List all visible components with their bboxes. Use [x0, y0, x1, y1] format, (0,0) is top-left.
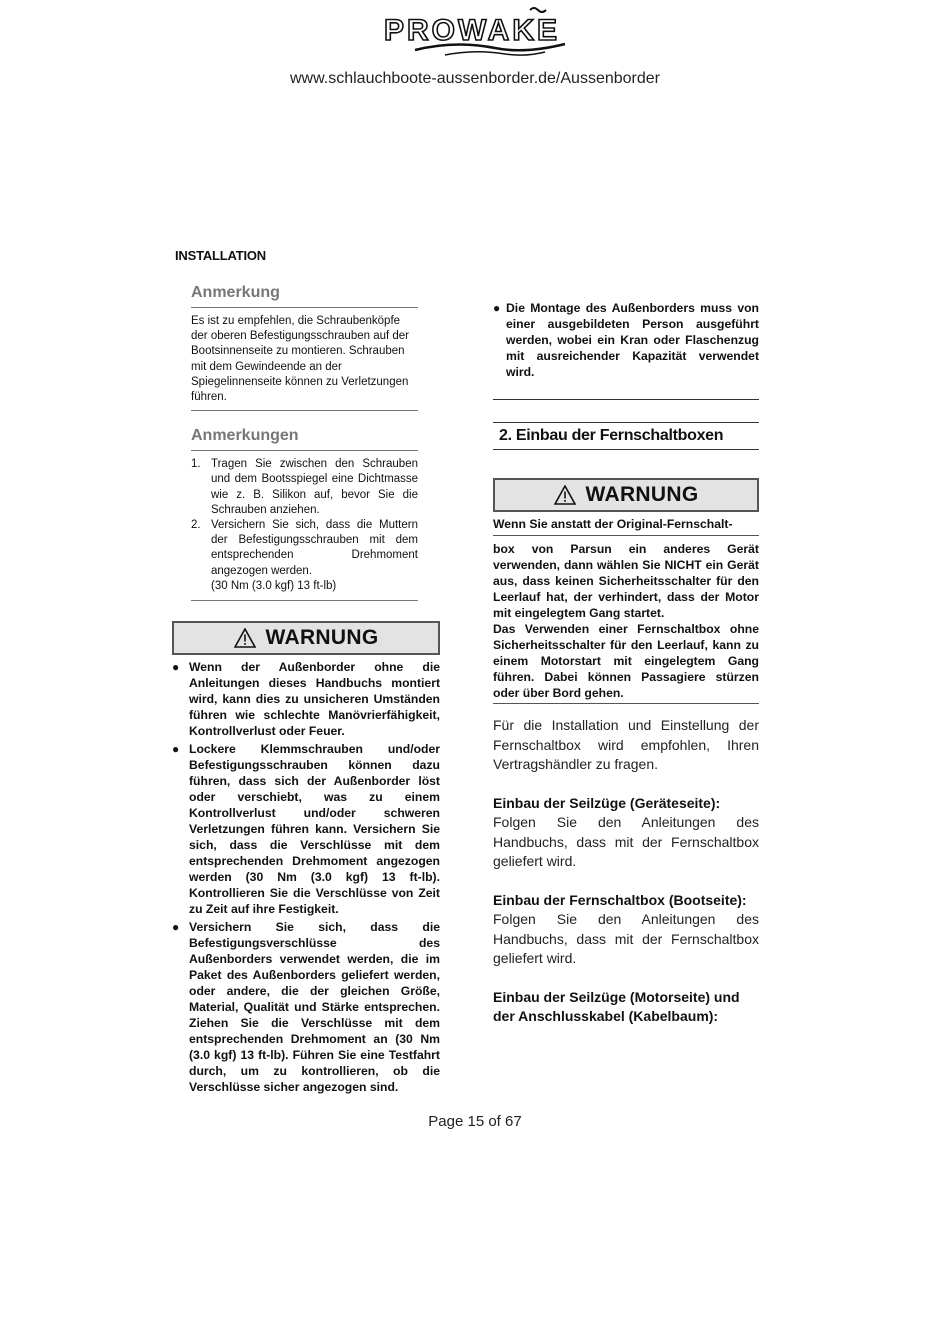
bullet-icon: ●: [172, 742, 180, 757]
list-text-main: Versichern Sie sich, dass die Muttern der Befestigungsschrauben mit dem entsprechenden Drehmoment angezogen werden.: [211, 519, 418, 577]
warning-first-line: Wenn Sie anstatt der Original-Fernschalt-: [493, 516, 759, 536]
bullet-text: Lockere Klemmschrauben und/oder Befestigungsschrauben können dazu führen, dass sich der Außenborder löst oder verschiebt, was zu einem Kontrollverlust und/oder schweren Verletzungen führen kann. Versichern Sie sich, dass die Verschlüsse mit dem entsprechenden Drehmoment angezogen werden (30 Nm (3.0 kgf) 13 ft-lb). Kontrollieren Sie die Verschlüsse von Zeit zu Zeit auf ihre Festigkeit.: [189, 742, 440, 917]
warning-paragraph: Das Verwenden einer Fernschaltbox ohne Sicherheitsschalter für den Leerlauf, kann zu einem Motorstart mit eingelegtem Gang führen. Dabei können Passagiere stürzen oder über Bord gehen.: [493, 621, 759, 704]
list-text: [211, 518, 418, 594]
prowake-logo: [355, 6, 590, 58]
list-item: [191, 518, 418, 594]
warning-triangle-icon: [554, 485, 576, 505]
bullet-icon: ●: [493, 301, 501, 315]
list-item: [191, 457, 418, 518]
warning-bullets: [172, 659, 440, 1095]
warning-box: [172, 621, 440, 655]
bullet-text: Wenn der Außenborder ohne die Anleitungen dieses Handbuchs montiert wird, kann dies zu unsicheren Umständen führen wie schlechte Manövrierfähigkeit, Kontrollverlust oder Feuer.: [189, 660, 440, 739]
torque-spec: (30 Nm (3.0 kgf) 13 ft-lb): [211, 579, 337, 592]
notes-title: Anmerkungen: [191, 427, 418, 451]
subsection-title: Einbau der Seilzüge (Motorseite) und der Anschlusskabel (Kabelbaum):: [493, 988, 740, 1024]
subsection-title: Einbau der Seilzüge (Geräteseite):: [493, 794, 721, 811]
left-column: [172, 284, 440, 1097]
section-label: INSTALLATION: [175, 248, 266, 263]
notes-list: [191, 457, 418, 601]
assembly-bullet: [493, 300, 759, 380]
subsection-text: Folgen Sie den Anleitungen des Handbuchs, dass mit der Fernschaltbox geliefert wird.: [493, 814, 759, 869]
list-item: [172, 919, 440, 1095]
list-item: [172, 741, 440, 917]
warning-label: WARNUNG: [265, 626, 379, 650]
header-url[interactable]: www.schlauchboote-aussenborder.de/Aussenborder: [289, 70, 660, 87]
list-item: [493, 300, 759, 380]
list-number: 2.: [191, 519, 201, 532]
warning-triangle-icon: [234, 628, 256, 648]
warning-paragraph: box von Parsun ein anderes Gerät verwenden, dann wählen Sie NICHT ein Gerät aus, dass keinen Sicherheitsschalter für den Leerlauf hat, der verhindert, dass der Motor mit eingelegtem Gang startet.: [493, 542, 759, 620]
intro-text: Für die Installation und Einstellung der Fernschaltbox wird empfohlen, Ihren Vertragshändler zu fragen.: [493, 717, 759, 772]
logo-wordmark: PROWAKE: [383, 14, 561, 47]
note-body: Es ist zu empfehlen, die Schraubenköpfe der oberen Befestigungsschrauben auf der Bootsinnenseite zu montieren. Schrauben mit dem Gewindeende an der Spiegelinnenseite können zu Verletzungen führen.: [191, 314, 418, 411]
bullet-text: Die Montage des Außenborders muss von einer ausgebildeten Person ausgeführt werden, wobei ein Kran oder Flaschenzug mit ausreichender Kapazität verwendet wird.: [506, 301, 759, 379]
page-number: Page 15 of 67: [428, 1113, 522, 1130]
subsection-text: Folgen Sie den Anleitungen des Handbuchs, dass mit der Fernschaltbox geliefert wird.: [493, 911, 759, 966]
warning-label: WARNUNG: [585, 483, 699, 506]
right-column: [493, 300, 759, 1027]
list-text: Tragen Sie zwischen den Schrauben und dem Bootsspiegel eine Dichtmasse wie z. B. Silikon auf, bevor Sie die Schrauben anziehen.: [211, 458, 418, 516]
list-number: 1.: [191, 458, 201, 471]
bullet-text: Versichern Sie sich, dass die Befestigungsverschlüsse des Außenborders verwendet werden, die im Paket des Außenborders geliefert werden, oder andere, die der gleichen Größe, Material, Qualität und Stärke entsprechen. Ziehen Sie die Verschlüsse mit dem entsprechenden Drehmoment an (30 Nm (3.0 kgf) 13 ft-lb). Führen Sie eine Testfahrt durch, um zu kontrollieren, ob die Verschlüsse sicher angezogen sind.: [189, 920, 440, 1095]
bullet-icon: ●: [172, 660, 180, 675]
subsection-title: Einbau der Fernschaltbox (Bootseite):: [493, 891, 747, 908]
bullet-icon: ●: [172, 920, 180, 935]
note-title: Anmerkung: [191, 284, 418, 308]
warning-box: [493, 478, 759, 512]
list-item: [172, 659, 440, 739]
section-heading: 2. Einbau der Fernschaltboxen: [493, 422, 759, 450]
